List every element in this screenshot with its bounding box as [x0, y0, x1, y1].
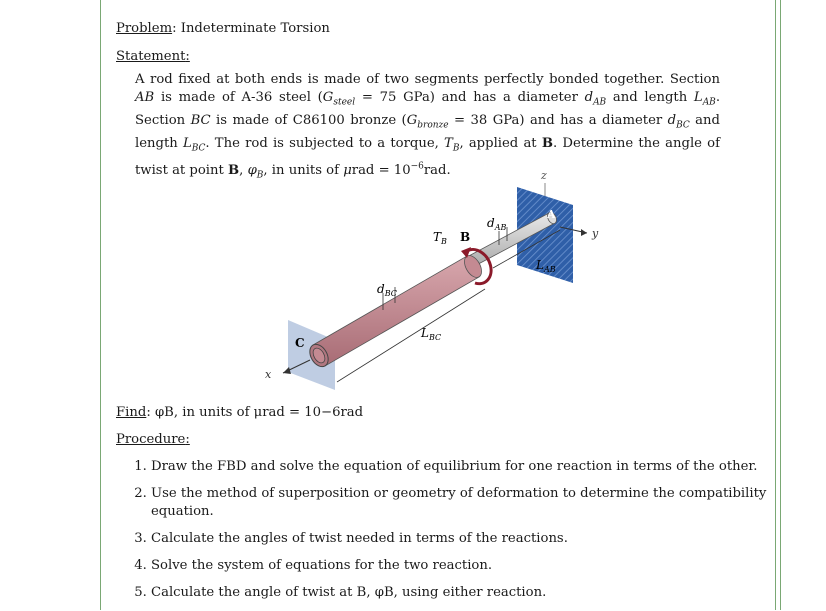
dbc-label — [377, 282, 397, 298]
dab-label — [487, 216, 506, 232]
lbc-label-sub: BC — [428, 333, 442, 342]
procedure-list — [115, 458, 776, 611]
dab-label-sub: AB — [494, 223, 507, 232]
torque-label-main: T — [433, 230, 442, 244]
problem-title: Indeterminate Torsion — [180, 21, 330, 36]
dbc-label-sub: BC — [384, 289, 397, 298]
procedure-label: Procedure — [116, 432, 186, 447]
procedure-step-3: 3. Calculate the angles of twist needed in terms of the reactions. — [151, 530, 776, 548]
statement-s3: Section BC is made of C86100 bronze ($G_{bronze} = 38$ GPa) and has a diameter $d_{BC}$ and length $L_{BC}$. — [135, 113, 720, 154]
torque-label-sub: B — [441, 237, 447, 246]
y-axis-label: y — [592, 227, 599, 240]
statement-s1: A rod fixed at both ends is made of two segments perfectly bonded together. — [135, 72, 665, 87]
bronze-segment-bc — [313, 256, 479, 366]
lab-label-main: L — [536, 258, 544, 272]
find-label: Find — [116, 405, 147, 420]
statement-s4: The rod is subjected to a torque, $T_B$, applied at B. — [214, 135, 558, 154]
procedure-step-1: 1. Draw the FBD and solve the equation of equilibrium for one reaction in terms of the other. — [151, 458, 776, 476]
statement-s5: Determine the angle of twist at point B, $\varphi_B$, in units of $\mu rad = 10^{-6}rad$. — [135, 135, 720, 181]
point-c-label: C — [295, 336, 305, 350]
lbc-label-main: L — [421, 326, 429, 340]
y-axis-arrow — [581, 229, 587, 236]
lab-label-sub: AB — [543, 265, 556, 274]
dab-label-main: d — [487, 216, 495, 230]
statement-label: Statement — [116, 49, 186, 64]
problem-label: Problem — [116, 21, 173, 36]
find-text: φB, in units of μrad = 10−6rad — [154, 405, 364, 420]
find-line: Find: φB, in units of μrad = 10−6rad — [116, 405, 364, 420]
side-frame — [780, 0, 826, 610]
dbc-label-main: d — [377, 282, 385, 296]
procedure-heading: Procedure: — [116, 432, 190, 447]
problem-heading: Problem: Indeterminate Torsion — [116, 21, 330, 36]
point-b-label: B — [460, 230, 471, 244]
procedure-step-4: 4. Solve the system of equations for the two reaction. — [151, 557, 776, 575]
torque-label — [433, 230, 447, 246]
z-axis-label: z — [541, 169, 547, 182]
statement-s2: Section AB is made of A-36 steel ($G_{steel} = 75$ GPa) and has a diameter $d_{AB}$ and length $L_{AB}$. — [135, 72, 721, 108]
statement-heading: Statement: — [116, 49, 190, 64]
point-a-label: A — [547, 208, 556, 221]
procedure-step-2: 2. Use the method of superposition or geometry of deformation to determine the compatibility equation. — [151, 485, 776, 521]
lbc-label — [420, 326, 441, 342]
procedure-step-5: 5. Calculate the angle of twist at B, φB, using either reaction. — [151, 584, 776, 602]
x-axis-label: x — [265, 368, 272, 381]
rod-figure — [255, 165, 615, 395]
